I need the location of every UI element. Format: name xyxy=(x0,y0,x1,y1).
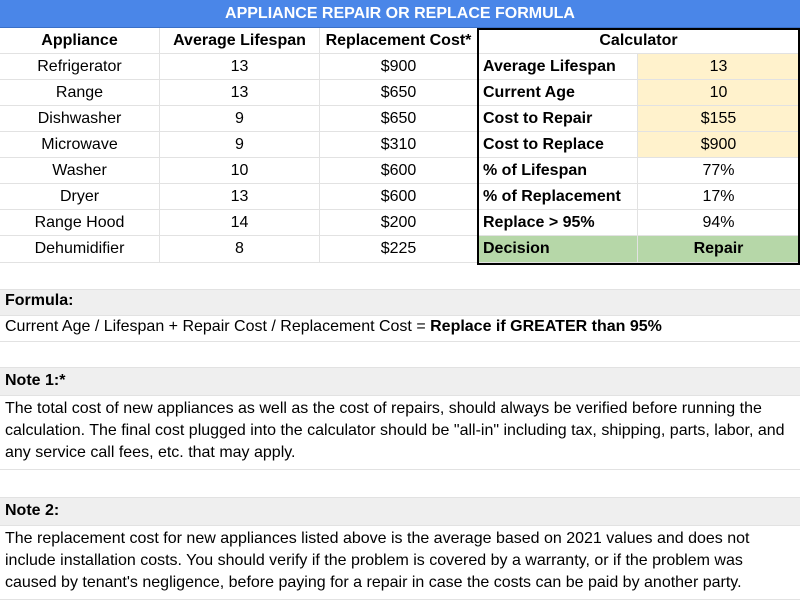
appliance-cell[interactable]: Dryer xyxy=(0,184,160,210)
calc-label-cell[interactable]: Current Age xyxy=(478,80,638,106)
note2-label[interactable] xyxy=(0,498,800,526)
formula-label-text: Formula: xyxy=(5,292,74,309)
sheet-title-text: APPLIANCE REPAIR OR REPLACE FORMULA xyxy=(225,4,575,22)
calc-label-cell[interactable]: Cost to Replace xyxy=(478,132,638,158)
cost-cell[interactable]: $310 xyxy=(320,132,478,158)
lifespan-cell[interactable]: 13 xyxy=(160,184,320,210)
header-average-lifespan[interactable]: Average Lifespan xyxy=(160,28,320,54)
cost-cell[interactable]: $600 xyxy=(320,184,478,210)
note1-label[interactable] xyxy=(0,368,800,396)
table-row xyxy=(0,54,800,80)
lifespan-cell[interactable]: 8 xyxy=(160,236,320,263)
empty-row[interactable] xyxy=(0,470,800,498)
header-appliance[interactable]: Appliance xyxy=(0,28,160,54)
cost-cell[interactable]: $900 xyxy=(320,54,478,80)
empty-row[interactable] xyxy=(0,342,800,368)
cost-cell[interactable]: $650 xyxy=(320,80,478,106)
appliance-cell[interactable]: Range Hood xyxy=(0,210,160,236)
lifespan-cell[interactable]: 9 xyxy=(160,132,320,158)
calc-label-cell[interactable]: Average Lifespan xyxy=(478,54,638,80)
formula-text: Current Age / Lifespan + Repair Cost / Replacement Cost = xyxy=(5,318,431,335)
appliance-cell[interactable]: Washer xyxy=(0,158,160,184)
calc-label-cell[interactable]: % of Replacement xyxy=(478,184,638,210)
calc-output-pct-replacement[interactable]: 17% xyxy=(638,184,800,210)
appliance-cell[interactable]: Range xyxy=(0,80,160,106)
formula-rule: Replace if GREATER than 95% xyxy=(430,318,662,335)
empty-row[interactable] xyxy=(0,265,800,290)
sheet-title[interactable] xyxy=(0,0,800,28)
calc-output-pct-lifespan[interactable]: 77% xyxy=(638,158,800,184)
note2-label-text: Note 2: xyxy=(5,502,60,519)
note1-label-text: Note 1:* xyxy=(5,372,66,389)
cost-cell[interactable]: $225 xyxy=(320,236,478,263)
note2-row[interactable] xyxy=(0,526,800,600)
cost-cell[interactable]: $600 xyxy=(320,158,478,184)
table-row xyxy=(0,132,800,158)
calc-label-cell[interactable]: Cost to Repair xyxy=(478,106,638,132)
cost-cell[interactable]: $200 xyxy=(320,210,478,236)
calc-label-cell[interactable]: Replace > 95% xyxy=(478,210,638,236)
note1-text: The total cost of new appliances as well as the cost of repairs, should always be verified before running the calculation. The final cost plugged into the calculator should be "all-in" including tax, shipping, parts, labor, and any service call fees, etc. that may apply. xyxy=(5,400,785,461)
calc-label-cell[interactable]: % of Lifespan xyxy=(478,158,638,184)
appliance-cell[interactable]: Dehumidifier xyxy=(0,236,160,263)
calc-input-current-age[interactable]: 10 xyxy=(638,80,800,106)
cost-cell[interactable]: $650 xyxy=(320,106,478,132)
calc-output-replace-threshold[interactable]: 94% xyxy=(638,210,800,236)
header-replacement-cost[interactable]: Replacement Cost* xyxy=(320,28,478,54)
header-row xyxy=(0,28,800,54)
decision-value[interactable]: Repair xyxy=(638,236,800,263)
formula-label[interactable] xyxy=(0,290,800,316)
lifespan-cell[interactable]: 13 xyxy=(160,80,320,106)
table-row xyxy=(0,80,800,106)
calc-input-average-lifespan[interactable]: 13 xyxy=(638,54,800,80)
decision-label[interactable]: Decision xyxy=(478,236,638,263)
appliance-cell[interactable]: Microwave xyxy=(0,132,160,158)
table-row xyxy=(0,236,800,263)
lifespan-cell[interactable]: 13 xyxy=(160,54,320,80)
table-row xyxy=(0,158,800,184)
lifespan-cell[interactable]: 14 xyxy=(160,210,320,236)
calculator-header[interactable]: Calculator xyxy=(478,28,800,54)
note1-row[interactable] xyxy=(0,396,800,470)
table-row xyxy=(0,184,800,210)
appliance-cell[interactable]: Refrigerator xyxy=(0,54,160,80)
calc-input-cost-to-replace[interactable]: $900 xyxy=(638,132,800,158)
lifespan-cell[interactable]: 9 xyxy=(160,106,320,132)
table-row xyxy=(0,210,800,236)
formula-row[interactable] xyxy=(0,316,800,342)
table-row xyxy=(0,106,800,132)
calc-input-cost-to-repair[interactable]: $155 xyxy=(638,106,800,132)
lifespan-cell[interactable]: 10 xyxy=(160,158,320,184)
appliance-cell[interactable]: Dishwasher xyxy=(0,106,160,132)
note2-text: The replacement cost for new appliances listed above is the average based on 2021 values and does not include installation costs. You should verify if the problem is covered by a warranty, or if the problem was caused by tenant's negligence, before paying for a repair in case the costs can be paid by another party. xyxy=(5,530,750,591)
